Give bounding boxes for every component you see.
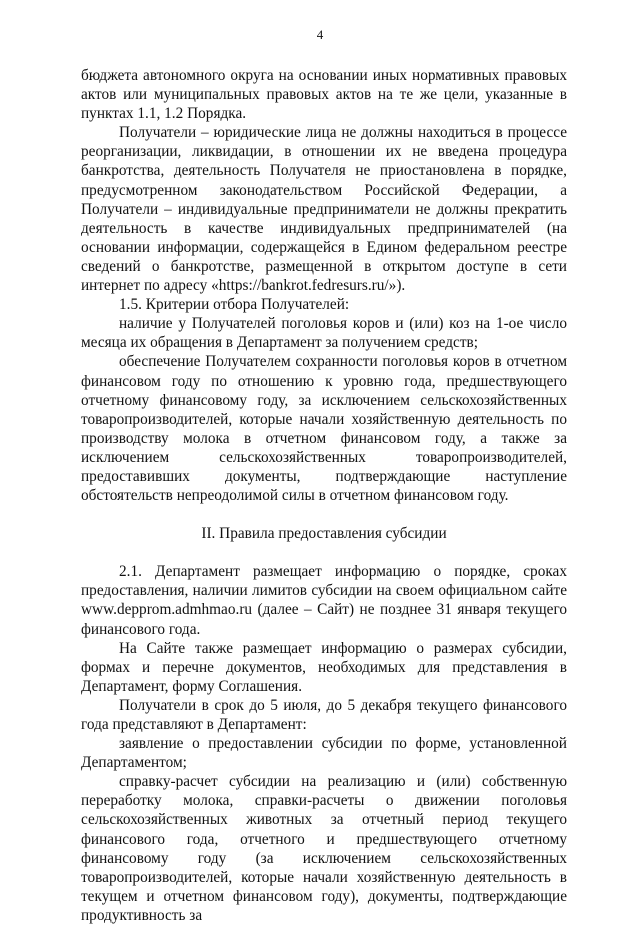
paragraph-calculation: справку-расчет субсидии на реализацию и (или) собственную переработку молока, справки-расчеты о движении поголовья сельскохозяйственных животных за отчетный период текущего финансового года, отчетного и предшествующего отчетному финансовому году (за исключением сельскохозяйственных товаропроизводителей, которые начали хозяйственную деятельность в текущем и отчетном финансовом году), документы, подтверждающие продуктивность за bbox=[81, 773, 567, 924]
paragraph-site-info: На Сайте также размещает информацию о размерах субсидии, формах и перечне документов, необходимых для представления в Департамент, форму Соглашения. bbox=[81, 639, 567, 695]
paragraph-2-1: 2.1. Департамент размещает информацию о порядке, сроках предоставления, наличии лимитов субсидии на своем официальном сайте www.depprom.admhmao.ru (далее – Сайт) не позднее 31 января текущего финансового года. bbox=[81, 563, 567, 638]
section-title: II. Правила предоставления субсидии bbox=[201, 525, 447, 543]
paragraph-deadlines: Получатели в срок до 5 июля, до 5 декабря текущего финансового года представляют в Департамент: bbox=[81, 696, 567, 733]
paragraph-selection-criteria-heading: 1.5. Критерии отбора Получателей: bbox=[119, 296, 350, 314]
paragraph-criterion-livestock: наличие у Получателей поголовья коров и (или) коз на 1-ое число месяца их обращения в Департамент за получением средств; bbox=[81, 315, 567, 352]
paragraph-criterion-preservation: обеспечение Получателем сохранности поголовья коров в отчетном финансовом году по отношению к уровню года, предшествующего отчетному финансовому году, за исключением сельскохозяйственных товаропроизводителей, которые начали хозяйственную деятельность по производству молока в отчетном финансовом году, а также за исключением сельскохозяйственных товаропроизводителей, предоставивших документы, подтверждающие наступление обстоятельств непреодолимой силы в отчетном финансовом году. bbox=[81, 353, 567, 505]
paragraph-application: заявление о предоставлении субсидии по форме, установленной Департаментом; bbox=[81, 735, 567, 772]
paragraph-budget-continuation: бюджета автономного округа на основании иных нормативных правовых актов или муниципальных правовых актов на те же цели, указанные в пунктах 1.1, 1.2 Порядка. bbox=[81, 67, 567, 123]
document-body bbox=[81, 66, 567, 925]
page-number: 4 bbox=[316, 27, 324, 42]
paragraph-recipients-requirements: Получатели – юридические лица не должны находиться в процессе реорганизации, ликвидации, в отношении их не введена процедура банкротства, деятельность Получателя не приостановлена в порядке, предусмотренном законодательством Российской Федерации, а Получатели – индивидуальные предприниматели не должны прекратить деятельность в качестве индивидуальных предпринимателей (на основании информации, содержащейся в Едином федеральном реестре сведений о банкротстве, размещенной в открытом доступе в сети интернет по адресу «https://bankrot.fedresurs.ru/»). bbox=[81, 124, 567, 295]
